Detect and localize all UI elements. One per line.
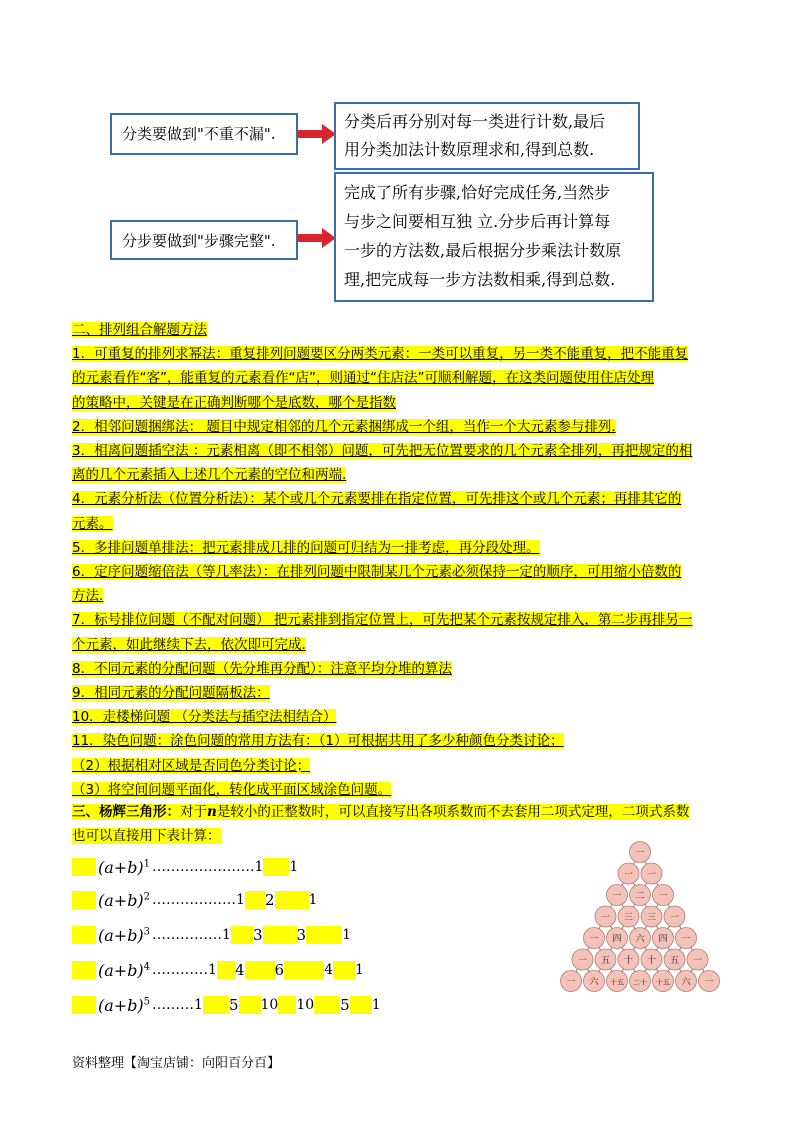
- binomial-base: (a+b): [98, 995, 144, 1015]
- method-line: 元素。: [72, 515, 113, 532]
- triangle-ball-label: 一: [669, 913, 680, 923]
- section-methods: [72, 318, 732, 802]
- binomial-row: [72, 885, 317, 915]
- triangle-ball-label: 十五: [610, 978, 624, 987]
- arrow-right-icon: [298, 226, 338, 250]
- binomial-row: [72, 852, 298, 882]
- triangle-ball-label: 十: [623, 956, 634, 966]
- coef: 1: [254, 859, 264, 875]
- triangle-ball-label: 一: [658, 891, 668, 902]
- coef: 1: [342, 927, 351, 943]
- triangle-ball-label: 一: [566, 977, 576, 988]
- triangle-ball-label: 一: [623, 870, 634, 880]
- coef: 4: [324, 962, 333, 978]
- coef: 1: [371, 997, 381, 1013]
- binomial-base: (a+b): [98, 890, 144, 910]
- method-line: 个元素，如此继续下去，依次即可完成.: [72, 636, 306, 653]
- method-line: 6．定序问题缩倍法（等几率法）：在排列问题中限制某几个元素必须保持一定的顺序，可用缩小倍数的: [72, 564, 682, 581]
- triangle-ball-label: 六: [681, 977, 691, 988]
- triangle-ball-label: 二十: [633, 978, 647, 987]
- coef: 1: [289, 859, 299, 875]
- binomial-base: (a+b): [98, 925, 144, 945]
- box-category-explanation: [334, 102, 640, 170]
- method-line: 2．相邻问题捆绑法： 题目中规定相邻的几个元素捆绑成一个组，当作一个大元素参与排列.: [72, 418, 616, 435]
- method-line: 10．走楼梯问题 （分类法与插空法相结合）: [72, 709, 337, 726]
- binomial-base: (a+b): [98, 857, 144, 877]
- triangle-ball-label: 四: [612, 934, 622, 945]
- binomial-dots: ……………: [152, 927, 223, 943]
- section-title: 二、排列组合解题方法: [72, 322, 207, 338]
- method-line: （3）将空间问题平面化，转化成平面区域涂色问题。: [72, 781, 392, 798]
- method-line: 8．不同元素的分配问题（先分堆再分配）：注意平均分堆的算法: [72, 660, 452, 677]
- triangle-ball-label: 一: [612, 891, 622, 902]
- box-left1-text: 分类要做到"不重不漏".: [122, 125, 276, 143]
- coef: 3: [296, 926, 307, 944]
- triangle-ball-label: 五: [669, 956, 680, 966]
- triangle-ball-label: 一: [577, 956, 588, 966]
- triangle-ball-label: 一: [692, 956, 703, 966]
- section3-line2: 也可以直接用下表计算：: [72, 828, 221, 844]
- triangle-ball-label: 十五: [656, 978, 670, 987]
- binomial-row: [72, 920, 351, 950]
- triangle-ball-label: 三: [646, 913, 657, 923]
- method-line: 离的几个元素插入上述几个元素的空位和两端.: [72, 467, 347, 484]
- triangle-ball-label: 一: [681, 934, 691, 945]
- binomial-row: [72, 955, 364, 985]
- arrow-right-icon: [298, 122, 338, 146]
- method-line: 5．多排问题单排法：把元素排成几排的问题可归结为一排考虑，再分段处理。: [72, 539, 540, 556]
- box-left2-text: 分步要做到"步骤完整".: [122, 232, 276, 250]
- triangle-ball-label: 六: [635, 934, 645, 945]
- box-step-explanation: [334, 172, 654, 302]
- binomial-exp: 3: [143, 926, 151, 938]
- coef: 5: [340, 996, 350, 1014]
- box-right1-line: 分类后再分别对每一类进行计数,最后: [344, 112, 606, 131]
- box-right2-line: 与步之间要相互独 立.分步后再计算每: [344, 212, 611, 231]
- section3-title: 三、杨辉三角形：: [72, 804, 180, 820]
- triangle-ball-label: 三: [623, 913, 634, 923]
- section3-text-b: 是较小的正整数时，可以直接写出各项系数而不去套用二项式定理，二项式系数: [216, 804, 690, 820]
- method-line: 11．染色问题：涂色问题的常用方法有：（1）可根据共用了多少种颜色分类讨论；: [72, 733, 564, 750]
- coef: 1: [222, 927, 231, 943]
- method-line: 的元素看作“客”，能重复的元素看作“店”，则通过“住店法”可顺利解题，在这类问题使用住店处理: [72, 370, 654, 387]
- footer: 资料整理【淘宝店铺：向阳百分百】: [72, 1056, 281, 1071]
- binomial-exp: 2: [143, 891, 151, 903]
- triangle-ball-label: 一: [589, 934, 599, 945]
- triangle-ball-label: 一: [646, 870, 657, 880]
- box-steps-complete: [110, 220, 298, 260]
- triangle-ball-label: 一: [635, 848, 645, 859]
- box-right2-line: 一步的方法数,最后根据分步乘法计数原: [344, 241, 622, 260]
- method-line: 7．标号排位问题（不配对问题） 把元素排到指定位置上，可先把某个元素按规定排入，第二步再排另一: [72, 612, 693, 629]
- box-no-repeat-no-omit: [110, 113, 298, 155]
- coef: 1: [194, 997, 203, 1013]
- method-line: 方法.: [72, 588, 104, 605]
- method-line: 4．元素分析法（位置分析法）：某个或几个元素要排在指定位置，可先排这个或几个元素；再排其它的: [72, 491, 682, 508]
- coef: 2: [264, 891, 275, 909]
- box-right2-line: 理,把完成每一步方法数相乘,得到总数.: [344, 270, 616, 289]
- section3-var: n: [207, 804, 217, 820]
- coef: 1: [308, 892, 318, 908]
- coef: 3: [252, 926, 263, 944]
- triangle-ball-label: 六: [589, 977, 599, 988]
- method-line: （2）根据相对区域是否同色分类讨论；: [72, 757, 311, 774]
- triangle-ball-label: 四: [658, 934, 668, 945]
- binomial-exp: 5: [143, 996, 151, 1008]
- triangle-ball-label: 二: [635, 891, 645, 902]
- box-right1-line: 用分类加法计数原理求和,得到总数.: [344, 140, 595, 159]
- triangle-ball-label: 一: [704, 977, 714, 988]
- method-line: 9．相同元素的分配问题隔板法：: [72, 685, 270, 702]
- coef: 1: [236, 892, 245, 908]
- triangle-ball-label: 十: [646, 956, 657, 966]
- binomial-exp: 1: [143, 858, 151, 870]
- coef: 10: [296, 997, 315, 1013]
- triangle-ball-label: 一: [600, 913, 611, 923]
- triangle-ball-label: 五: [600, 956, 611, 966]
- coef: 10: [260, 997, 279, 1013]
- method-line: 1．可重复的排列求幂法：重复排列问题要区分两类元素：一类可以重复，另一类不能重复，把不能重复: [72, 346, 689, 363]
- binomial-base: (a+b): [98, 960, 144, 980]
- binomial-dots: ………: [152, 997, 195, 1013]
- binomial-row: [72, 990, 381, 1020]
- section3-text-a: 对于: [180, 804, 207, 820]
- coef: 1: [208, 962, 217, 978]
- binomial-dots: ………………: [152, 892, 237, 908]
- method-line: 3．相离问题插空法 ：元素相离（即不相邻）问题，可先把无位置要求的几个元素全排列，再把规定的相: [72, 443, 693, 460]
- binomial-dots: ………………….: [152, 859, 255, 875]
- binomial-dots: …………: [152, 962, 209, 978]
- coef: 5: [228, 996, 239, 1014]
- coef: 1: [354, 962, 364, 978]
- binomial-exp: 4: [143, 961, 151, 973]
- coef: 4: [234, 961, 245, 979]
- coef: 6: [274, 961, 285, 979]
- method-line: 的策略中，关键是在正确判断哪个是底数，哪个是指数: [72, 394, 396, 411]
- box-right2-line: 完成了所有步骤,恰好完成任务,当然步: [344, 183, 611, 202]
- yanghui-triangle-figure: [560, 838, 720, 998]
